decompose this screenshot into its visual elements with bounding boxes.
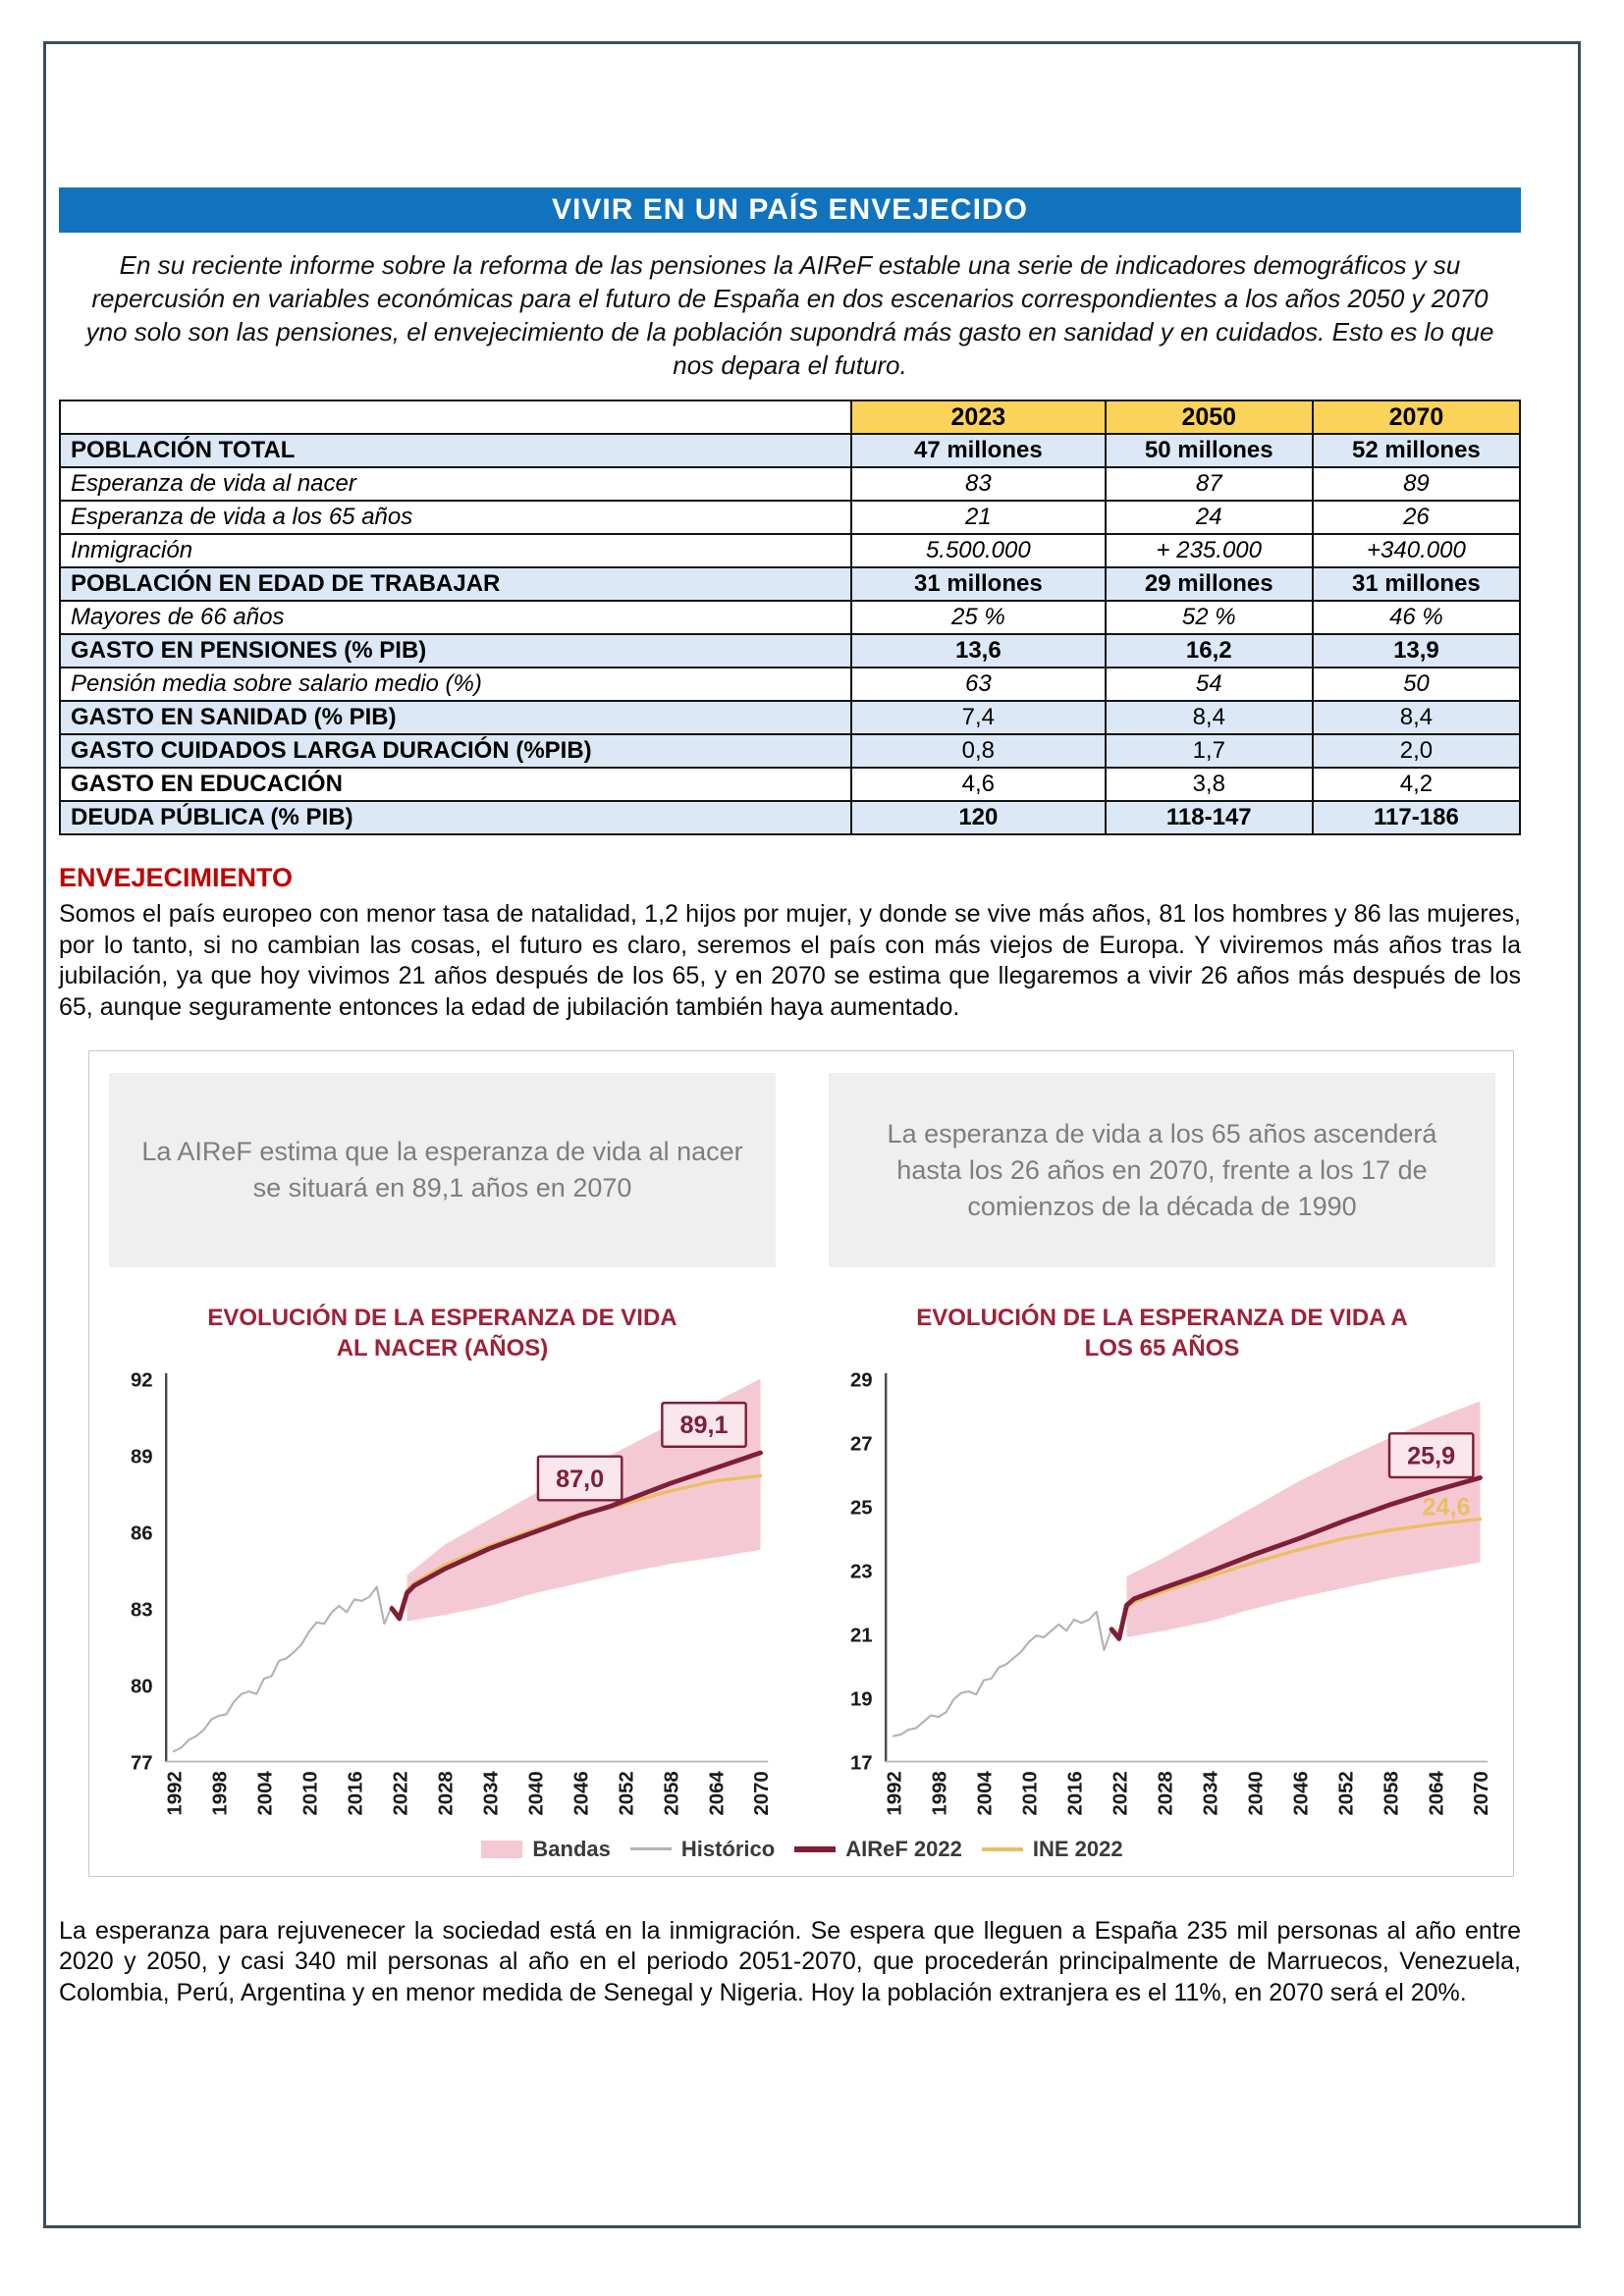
- legend-item: [630, 1837, 775, 1862]
- value-cell: 13,6: [851, 634, 1106, 667]
- svg-text:1998: 1998: [929, 1771, 951, 1816]
- svg-text:21: 21: [849, 1625, 873, 1647]
- value-cell: 31 millones: [851, 567, 1106, 601]
- svg-text:2028: 2028: [1155, 1771, 1177, 1816]
- svg-text:2016: 2016: [1064, 1771, 1087, 1816]
- table-row: [60, 601, 1520, 634]
- row-label-cell: Esperanza de vida a los 65 años: [60, 501, 851, 534]
- row-label-cell: Mayores de 66 años: [60, 601, 851, 634]
- legend-item: [982, 1837, 1123, 1862]
- svg-text:2010: 2010: [299, 1771, 322, 1816]
- row-label-cell: DEUDA PÚBLICA (% PIB): [60, 801, 851, 834]
- table-row: [60, 501, 1520, 534]
- value-cell: 46 %: [1313, 601, 1520, 634]
- page-content: [46, 44, 1578, 2008]
- svg-text:25: 25: [849, 1497, 873, 1520]
- value-cell: 0,8: [851, 734, 1106, 768]
- airef-swatch: [794, 1846, 836, 1852]
- chart-legend: [109, 1837, 1495, 1862]
- intro-paragraph: En su reciente informe sobre la reforma de las pensiones la AIReF estable una serie de indicadores demográficos y su repercusión en variables económicas para el futuro de España en dos escenarios correspondientes a los años 2050 y 2070 yno solo son las pensiones, el envejecimiento de la población supondrá más gasto en sanidad y en cuidados. Esto es lo que nos depara el futuro.: [85, 250, 1494, 380]
- svg-text:2040: 2040: [1245, 1771, 1268, 1816]
- ine-swatch: [982, 1847, 1023, 1851]
- value-cell: 26: [1313, 501, 1520, 534]
- empty-header-cell: [60, 400, 851, 434]
- value-cell: 4,2: [1313, 768, 1520, 801]
- row-label-cell: Pensión media sobre salario medio (%): [60, 667, 851, 701]
- svg-text:2058: 2058: [661, 1771, 683, 1816]
- svg-text:77: 77: [130, 1752, 153, 1775]
- charts-panel: [88, 1050, 1514, 1877]
- historic-swatch: [630, 1847, 672, 1850]
- left-chart-title: EVOLUCIÓN DE LA ESPERANZA DE VIDA AL NACER (AÑOS): [207, 1305, 677, 1362]
- value-cell: 5.500.000: [851, 534, 1106, 567]
- table-row: [60, 467, 1520, 501]
- band-swatch: [481, 1841, 522, 1858]
- legend-item: [794, 1837, 962, 1862]
- svg-text:27: 27: [849, 1433, 873, 1456]
- table-row: [60, 734, 1520, 768]
- indicators-table-body: [60, 434, 1520, 834]
- value-cell: 24: [1106, 501, 1313, 534]
- legend-label: Bandas: [532, 1836, 611, 1861]
- svg-text:2022: 2022: [1110, 1771, 1132, 1816]
- row-label-cell: GASTO EN PENSIONES (% PIB): [60, 634, 851, 667]
- col-header-2050: 2050: [1106, 400, 1313, 434]
- value-cell: 50: [1313, 667, 1520, 701]
- indicators-table: [59, 400, 1521, 835]
- value-cell: 118-147: [1106, 801, 1313, 834]
- row-label-cell: Esperanza de vida al nacer: [60, 467, 851, 501]
- svg-text:1992: 1992: [884, 1771, 906, 1816]
- aging-paragraph: Somos el país europeo con menor tasa de natalidad, 1,2 hijos por mujer, y donde se vive más años, 81 los hombres y 86 las mujeres, por lo tanto, si no cambian las cosas, el futuro es claro, seremos el país con más viejos de Europa. Y viviremos más años tras la jubilación, ya que hoy vivimos 21 años después de los 65, y en 2070 se estima que llegaremos a vivir 26 años más después de los 65, aunque seguramente entonces la edad de jubilación también haya aumentado.: [59, 900, 1521, 1021]
- svg-text:2070: 2070: [1471, 1771, 1493, 1816]
- svg-text:86: 86: [130, 1522, 153, 1545]
- svg-text:2046: 2046: [1290, 1771, 1313, 1816]
- col-header-2023: 2023: [851, 400, 1106, 434]
- row-label-cell: POBLACIÓN EN EDAD DE TRABAJAR: [60, 567, 851, 601]
- value-cell: 54: [1106, 667, 1313, 701]
- value-cell: 31 millones: [1313, 567, 1520, 601]
- table-row: [60, 768, 1520, 801]
- value-cell: +340.000: [1313, 534, 1520, 567]
- value-cell: 8,4: [1106, 701, 1313, 734]
- svg-text:2034: 2034: [1200, 1771, 1222, 1816]
- value-cell: 2,0: [1313, 734, 1520, 768]
- page-title: VIVIR EN UN PAÍS ENVEJECIDO: [552, 193, 1028, 226]
- value-cell: 52 millones: [1313, 434, 1520, 467]
- row-label-cell: GASTO EN SANIDAD (% PIB): [60, 701, 851, 734]
- svg-text:1998: 1998: [209, 1771, 232, 1816]
- value-cell: 52 %: [1106, 601, 1313, 634]
- row-label-cell: POBLACIÓN TOTAL: [60, 434, 851, 467]
- svg-text:2046: 2046: [570, 1771, 593, 1816]
- table-row: [60, 701, 1520, 734]
- svg-text:2064: 2064: [1426, 1771, 1448, 1816]
- closing-paragraph: La esperanza para rejuvenecer la sociedad está en la inmigración. Se espera que lleguen a España 235 mil personas al año entre 2020 y 2050, y casi 340 mil personas al año en el periodo 2051-2070, que procederán principalmente de Marruecos, Venezuela, Colombia, Perú, Argentina y en menor medida de Senegal y Nigeria. Hoy la población extranjera es el 11%, en 2070 será el 20%.: [59, 1916, 1521, 2006]
- svg-text:2004: 2004: [974, 1771, 997, 1816]
- svg-text:17: 17: [849, 1752, 873, 1775]
- svg-text:2004: 2004: [254, 1771, 277, 1816]
- page-border-frame: [43, 41, 1581, 2228]
- svg-text:83: 83: [130, 1599, 153, 1622]
- svg-text:2058: 2058: [1380, 1771, 1403, 1816]
- life-expectancy-at-65-chart: [829, 1367, 1495, 1825]
- value-cell: 25 %: [851, 601, 1106, 634]
- value-cell: 21: [851, 501, 1106, 534]
- legend-label: Histórico: [680, 1836, 776, 1861]
- right-quote-box: La esperanza de vida a los 65 años ascenderá hasta los 26 años en 2070, frente a los 17 de comienzos de la década de 1990: [829, 1073, 1495, 1267]
- value-cell: 63: [851, 667, 1106, 701]
- col-header-2070: 2070: [1313, 400, 1520, 434]
- value-cell: 8,4: [1313, 701, 1520, 734]
- table-header-row: [60, 400, 1520, 434]
- svg-text:80: 80: [130, 1676, 153, 1698]
- table-row: [60, 567, 1520, 601]
- svg-text:24,6: 24,6: [1422, 1493, 1471, 1522]
- value-cell: 13,9: [1313, 634, 1520, 667]
- svg-text:2022: 2022: [390, 1771, 412, 1816]
- value-cell: 87: [1106, 467, 1313, 501]
- svg-text:2010: 2010: [1019, 1771, 1042, 1816]
- section-heading-envejecimiento: ENVEJECIMIENTO: [59, 863, 294, 892]
- svg-text:2052: 2052: [1335, 1771, 1358, 1816]
- svg-text:25,9: 25,9: [1407, 1442, 1456, 1470]
- value-cell: + 235.000: [1106, 534, 1313, 567]
- value-cell: 50 millones: [1106, 434, 1313, 467]
- value-cell: 4,6: [851, 768, 1106, 801]
- legend-label: AIReF 2022: [845, 1836, 962, 1861]
- svg-text:2064: 2064: [706, 1771, 729, 1816]
- value-cell: 1,7: [1106, 734, 1313, 768]
- table-row: [60, 534, 1520, 567]
- table-row: [60, 434, 1520, 467]
- svg-text:2040: 2040: [525, 1771, 548, 1816]
- svg-text:2070: 2070: [751, 1771, 774, 1816]
- svg-text:89,1: 89,1: [679, 1412, 729, 1440]
- value-cell: 7,4: [851, 701, 1106, 734]
- chart-column-left: [109, 1073, 776, 1825]
- svg-text:2016: 2016: [345, 1771, 367, 1816]
- svg-text:19: 19: [849, 1688, 873, 1711]
- legend-label: INE 2022: [1032, 1836, 1123, 1861]
- table-row: [60, 634, 1520, 667]
- row-label-cell: Inmigración: [60, 534, 851, 567]
- svg-text:2028: 2028: [435, 1771, 458, 1816]
- value-cell: 117-186: [1313, 801, 1520, 834]
- svg-text:92: 92: [130, 1369, 153, 1392]
- value-cell: 3,8: [1106, 768, 1313, 801]
- value-cell: 120: [851, 801, 1106, 834]
- legend-item: [481, 1837, 610, 1862]
- chart-column-right: [829, 1073, 1495, 1825]
- value-cell: 47 millones: [851, 434, 1106, 467]
- svg-text:23: 23: [849, 1561, 873, 1583]
- title-bar: [59, 187, 1521, 233]
- row-label-cell: GASTO EN EDUCACIÓN: [60, 768, 851, 801]
- svg-text:89: 89: [130, 1446, 153, 1468]
- value-cell: 89: [1313, 467, 1520, 501]
- table-row: [60, 801, 1520, 834]
- value-cell: 29 millones: [1106, 567, 1313, 601]
- value-cell: 16,2: [1106, 634, 1313, 667]
- svg-text:2052: 2052: [616, 1771, 638, 1816]
- svg-text:87,0: 87,0: [556, 1465, 605, 1493]
- right-chart-title: EVOLUCIÓN DE LA ESPERANZA DE VIDA A LOS 65 AÑOS: [916, 1305, 1408, 1362]
- row-label-cell: GASTO CUIDADOS LARGA DURACIÓN (%PIB): [60, 734, 851, 768]
- svg-text:29: 29: [849, 1369, 873, 1392]
- svg-text:1992: 1992: [164, 1771, 187, 1816]
- table-row: [60, 667, 1520, 701]
- left-quote-box: La AIReF estima que la esperanza de vida al nacer se situará en 89,1 años en 2070: [109, 1073, 776, 1267]
- value-cell: 83: [851, 467, 1106, 501]
- svg-text:2034: 2034: [480, 1771, 503, 1816]
- life-expectancy-at-birth-chart: [109, 1367, 776, 1825]
